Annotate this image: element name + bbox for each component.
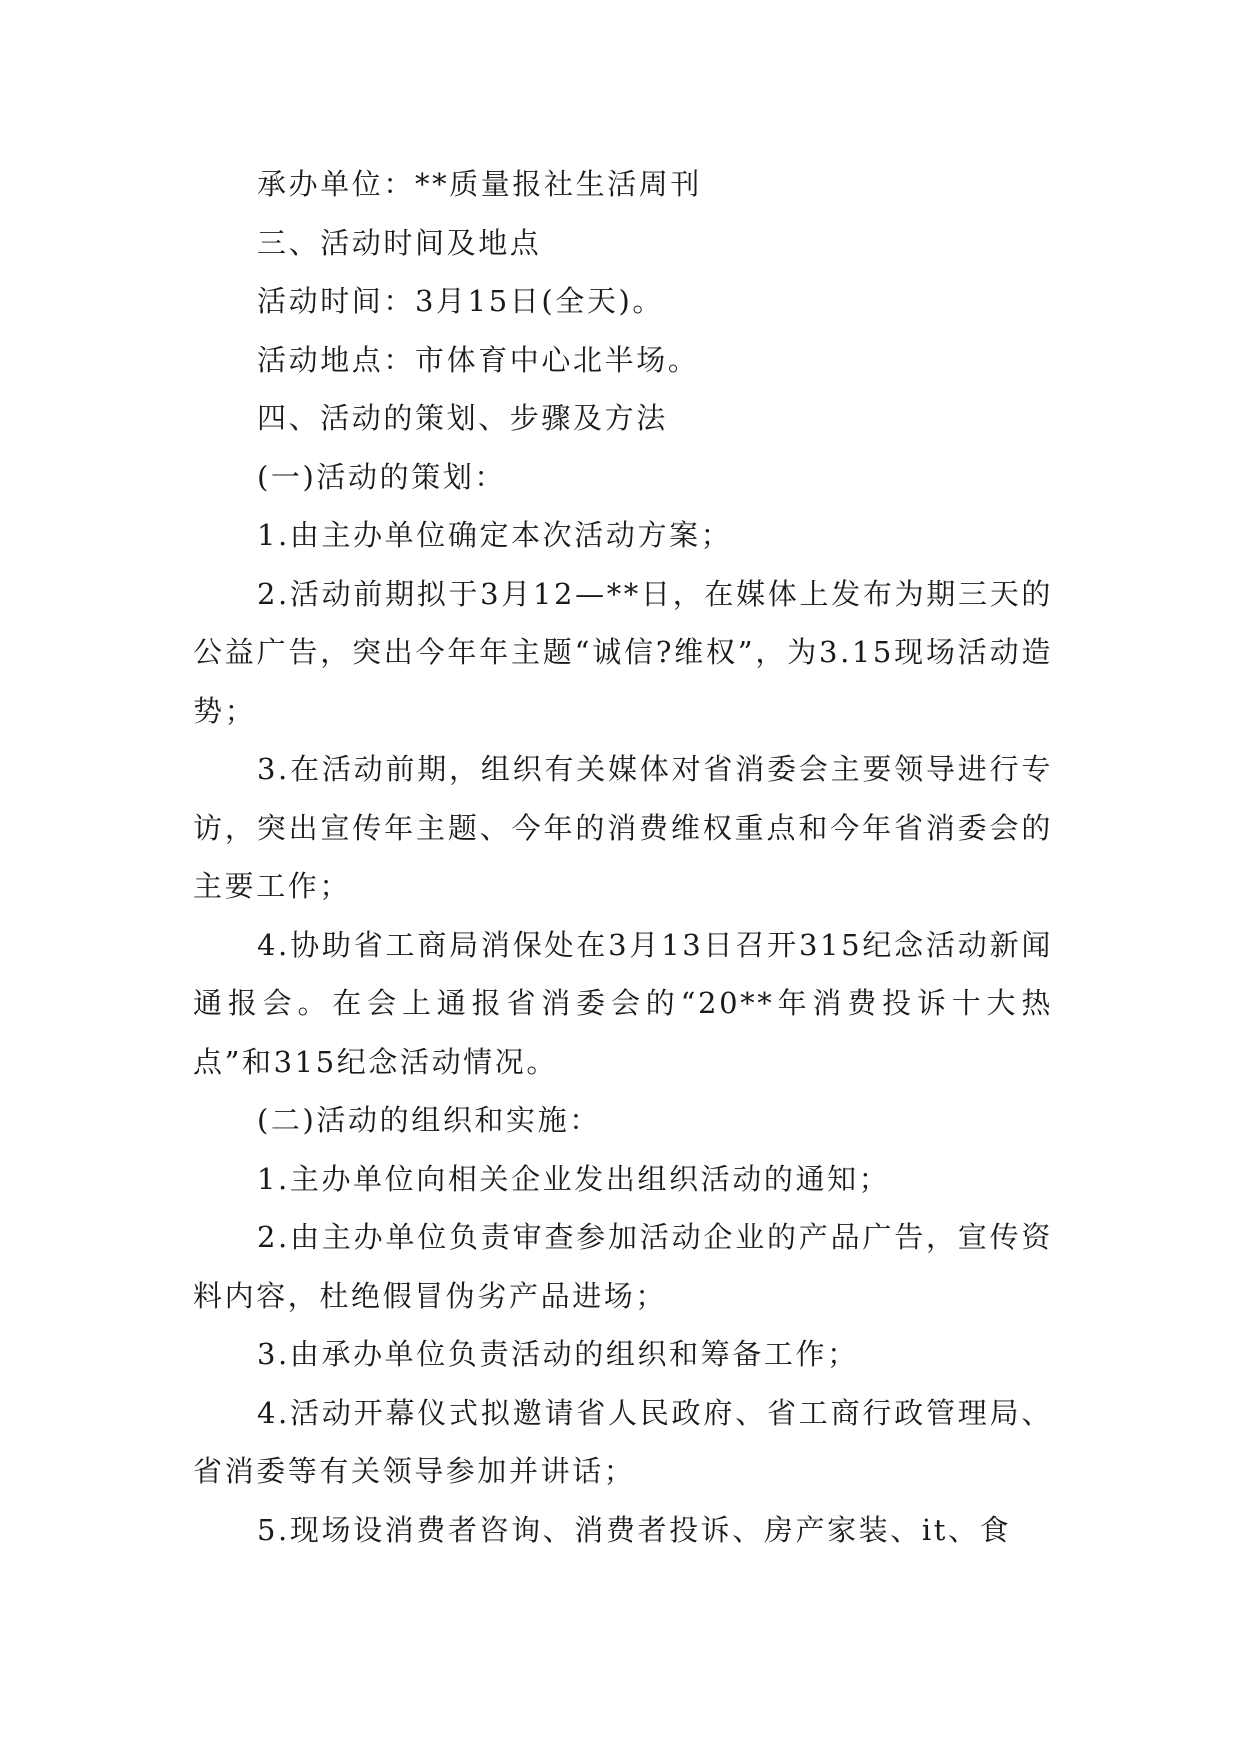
heading-time-and-place: 三、活动时间及地点 <box>257 225 542 260</box>
paragraph-organizer: 承办单位：**质量报社生活周刊 <box>257 167 703 201</box>
subheading-implementation: (二)活动的组织和实施： <box>257 1103 601 1137</box>
document-body <box>193 155 1053 1559</box>
heading-planning-steps: 四、活动的策划、步骤及方法 <box>257 401 668 435</box>
implementation-item-2: 2.由主办单位负责审查参加活动企业的产品广告，宣传资料内容，杜绝假冒伪劣产品进场； <box>193 1220 1053 1313</box>
paragraph-event-time: 活动时间：3月15日(全天)。 <box>257 284 664 318</box>
paragraph-event-location: 活动地点：市体育中心北半场。 <box>257 342 700 377</box>
implementation-item-3: 3.由承办单位负责活动的组织和筹备工作； <box>257 1337 859 1371</box>
implementation-item-1: 1.主办单位向相关企业发出组织活动的通知； <box>257 1161 891 1196</box>
planning-item-3: 3.在活动前期，组织有关媒体对省消委会主要领导进行专访，突出宣传年主题、今年的消费维权重点和今年省消委会的主要工作； <box>193 752 1053 903</box>
implementation-item-4: 4.活动开幕仪式拟邀请省人民政府、省工商行政管理局、省消委等有关领导参加并讲话； <box>193 1395 1053 1488</box>
planning-item-1: 1.由主办单位确定本次活动方案； <box>257 518 733 552</box>
planning-item-2: 2.活动前期拟于3月12—**日，在媒体上发布为期三天的公益广告，突出今年年主题“诚信?维权”，为3.15现场活动造势； <box>193 576 1053 728</box>
implementation-item-5: 5.现场设消费者咨询、消费者投诉、房产家装、it、食 <box>257 1512 1012 1547</box>
subheading-planning: (一)活动的策划： <box>257 459 507 494</box>
planning-item-4: 4.协助省工商局消保处在3月13日召开315纪念活动新闻通报会。在会上通报省消委会的“20**年消费投诉十大热点”和315纪念活动情况。 <box>193 927 1053 1079</box>
